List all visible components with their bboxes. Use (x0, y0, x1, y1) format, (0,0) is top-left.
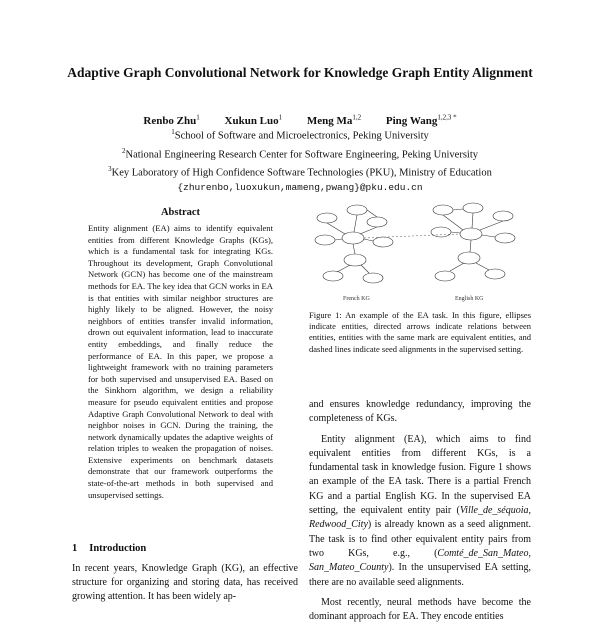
abstract-heading: Abstract (160, 207, 201, 218)
paragraph: Entity alignment (EA), which aims to find equivalent entities from different KGs, is a fundamental task in knowledge fusion. Figure 1 shows an example of the EA task. There is a partial French KG and a partial English KG. In the supervised EA setting, the equivalent entity pair (Ville_de_séquoia, Redwood_City) is already known as a seed alignment. The task is to find other equivalent entity pairs from two KGs, e.g., (Comté_de_San_Mateo, San_Mateo_County). In the unsupervised EA setting, there are no available seed alignments. (309, 433, 531, 588)
entity-node (460, 228, 482, 240)
author-emails: {zhurenbo,luoxukun,mameng,pwang}@pku.edu.cn (177, 181, 423, 193)
affiliation: $^1$School of Software and Microelectronics, Peking University (171, 128, 429, 142)
affiliation: $^3$Key Laboratory of High Confidence Software Technologies (PKU), Ministry of Education (108, 165, 492, 179)
section-title: Introduction (89, 543, 147, 554)
entity-node (435, 271, 455, 281)
entity-node (373, 237, 393, 247)
introduction-heading (72, 543, 272, 554)
entity-node (485, 269, 505, 279)
entity-node (433, 205, 453, 215)
author: Meng Ma$^{1,2}$ (306, 113, 362, 127)
right-column-text (309, 398, 531, 624)
entity-node (493, 211, 513, 221)
introduction-text: In recent years, Knowledge Graph (KG), an effective structure for organizing and storing data, has received growing attention. It has been widely ap- (72, 563, 298, 602)
section-number: 1 (72, 543, 78, 554)
figure-left-label: French KG (343, 296, 370, 302)
entity-node (367, 217, 387, 227)
paragraph: and ensures knowledge redundancy, improving the completeness of KGs. (309, 399, 531, 425)
author: Xukun Luo$^1$ (224, 113, 283, 127)
entity-node (347, 205, 367, 215)
entity-node (431, 227, 451, 237)
figure-1-caption: Figure 1: An example of the EA task. In this figure, ellipses indicate entities, directed arrows indicate relations between entities, entities with the same mark are equivalent entities, and dashed lines indicate seed alignments in the supervised setting. (309, 310, 531, 354)
entity-node (495, 233, 515, 243)
figure-1-kg-diagram (305, 198, 533, 306)
french-kg-graph (315, 205, 393, 283)
paragraph: Most recently, neural methods have become the dominant approach for EA. They encode entities (309, 596, 531, 623)
entity-node (315, 235, 335, 245)
entity-node (323, 271, 343, 281)
abstract-text: Entity alignment (EA) aims to identify equivalent entities from different Knowledge Graphs (KGs), which is a fundamental task for integrating KGs. Throughout its development, Graph Convolutional Network (GCN) has become one of the mainstream methods for EA. The key idea that GCN works in EA is that entities with similar neighbor structures are highly likely to be aligned. However, the noisy neighbors of entities transfer invalid information, drown out equivalent information, lead to inaccurate entity embeddings, and finally reduce the performance of EA. In this paper, we propose a lightweight framework with no training parameters for both supervised and unsupervised EA. Based on the Sinkhorn algorithm, we design a reliability measure for pseudo equivalent entities and propose Adaptive Graph Convolutional Network to deal with neighbor noises in GCN. During the training, the network dynamically updates the adaptive weights of relation triples to weaken the propagation of noises. Extensive experiments on benchmark datasets demonstrate that our framework outperforms the state-of-the-art methods in both supervised and unsupervised settings. (88, 223, 273, 500)
entity-node (463, 203, 483, 213)
figure-right-label: English KG (455, 296, 484, 302)
entity-node (363, 273, 383, 283)
affiliation: $^2$National Engineering Research Center for Software Engineering, Peking University (121, 146, 479, 160)
affiliations (40, 125, 560, 195)
author: Renbo Zhu$^1$ (143, 113, 200, 127)
entity-node (458, 252, 480, 264)
entity-node (344, 254, 366, 266)
paper-title: Adaptive Graph Convolutional Network for Knowledge Graph Entity Alignment (67, 65, 533, 80)
author: Ping Wang$^{1,2,3 *}$ (385, 113, 457, 127)
english-kg-graph (431, 203, 515, 281)
entity-node (317, 213, 337, 223)
